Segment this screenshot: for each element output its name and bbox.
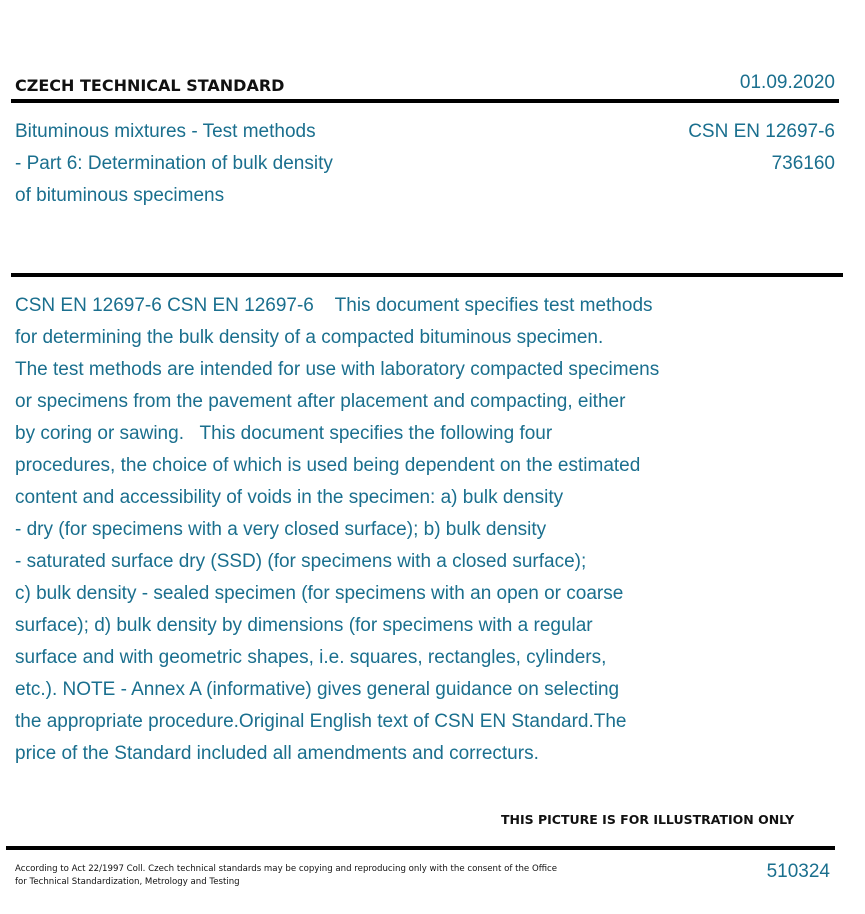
section-divider: [11, 273, 843, 277]
description-line: content and accessibility of voids in the specimen: a) bulk density: [15, 487, 564, 508]
description-line: CSN EN 12697-6 CSN EN 12697-6 This document specifies test methods: [15, 295, 653, 316]
description-line: procedures, the choice of which is used being dependent on the estimated: [15, 455, 641, 476]
description-line: by coring or sawing. This document specifies the following four: [15, 423, 553, 444]
legal-notice-line: According to Act 22/1997 Coll. Czech technical standards may be copying and reproducing only with the consent of the Office: [15, 864, 558, 874]
header-divider: [11, 99, 839, 103]
description-line: - dry (for specimens with a very closed surface); b) bulk density: [15, 519, 547, 540]
standard-title-line: Bituminous mixtures - Test methods: [15, 121, 316, 142]
class-number: 736160: [771, 153, 835, 174]
standard-identifiers: [688, 116, 835, 180]
document-heading: CZECH TECHNICAL STANDARD: [15, 76, 285, 95]
description-line: The test methods are intended for use with laboratory compacted specimens: [15, 359, 660, 380]
product-code: 510324: [766, 861, 830, 882]
description-line: for determining the bulk density of a compacted bituminous specimen.: [15, 327, 604, 348]
illustration-note: THIS PICTURE IS FOR ILLUSTRATION ONLY: [501, 812, 795, 827]
description-line: surface and with geometric shapes, i.e. squares, rectangles, cylinders,: [15, 647, 607, 668]
description-line: surface); d) bulk density by dimensions (for specimens with a regular: [15, 615, 593, 636]
standard-title-line: - Part 6: Determination of bulk density: [15, 153, 333, 174]
standard-title-line: of bituminous specimens: [15, 185, 225, 206]
legal-notice: [15, 863, 595, 889]
standard-code: CSN EN 12697-6: [688, 121, 835, 142]
description-line: - saturated surface dry (SSD) (for specimens with a closed surface);: [15, 551, 587, 572]
standard-title: [15, 116, 435, 212]
footer-divider: [6, 846, 835, 850]
description-line: the appropriate procedure.Original English text of CSN EN Standard.The: [15, 711, 627, 732]
description-line: c) bulk density - sealed specimen (for specimens with an open or coarse: [15, 583, 624, 604]
description-line: price of the Standard included all amendments and correcturs.: [15, 743, 539, 764]
description-text: [15, 290, 750, 770]
description-line: or specimens from the pavement after placement and compacting, either: [15, 391, 626, 412]
publication-date: 01.09.2020: [739, 72, 835, 93]
legal-notice-line: for Technical Standardization, Metrology and Testing: [15, 877, 240, 887]
description-line: etc.). NOTE - Annex A (informative) gives general guidance on selecting: [15, 679, 620, 700]
